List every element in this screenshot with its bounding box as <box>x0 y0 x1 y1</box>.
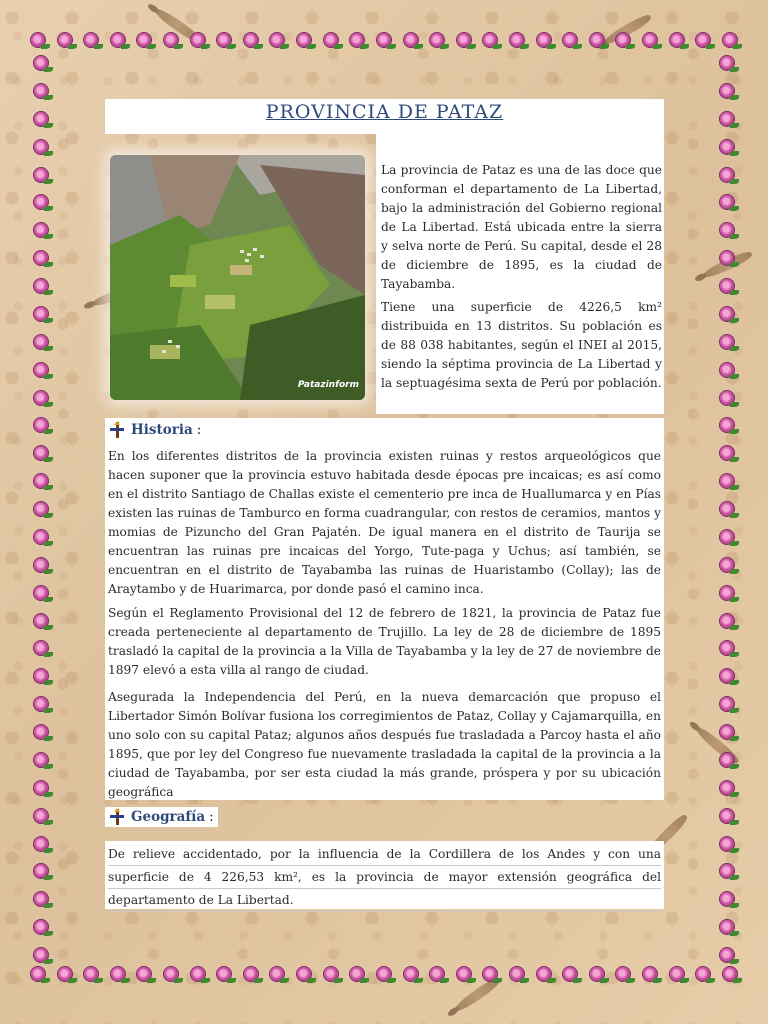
flower-icon <box>81 31 101 51</box>
flower-icon <box>241 965 261 985</box>
flower-icon <box>31 193 51 213</box>
flower-icon <box>31 333 51 353</box>
flower-icon <box>454 965 474 985</box>
flower-icon <box>31 166 51 186</box>
flower-icon <box>214 31 234 51</box>
flower-icon <box>717 500 737 520</box>
pataz-valley-photo <box>110 155 365 400</box>
flower-icon <box>480 31 500 51</box>
flower-icon <box>31 82 51 102</box>
flower-icon <box>31 779 51 799</box>
flower-icon <box>28 965 48 985</box>
flower-icon <box>693 965 713 985</box>
flower-icon <box>134 965 154 985</box>
flower-icon <box>717 695 737 715</box>
flower-icon <box>717 667 737 687</box>
flower-icon <box>640 31 660 51</box>
flower-icon <box>31 361 51 381</box>
flower-icon <box>214 965 234 985</box>
flower-icon <box>31 500 51 520</box>
flower-icon <box>188 31 208 51</box>
photo-caption: Patazinform <box>297 380 359 390</box>
flower-icon <box>267 31 287 51</box>
flower-icon <box>717 835 737 855</box>
intro-paragraph-1: La provincia de Pataz es una de las doce que conforman el departamento de La Libertad, bajo la administración del Gobierno regional de La Libertad. Está ubicada entre la sierra y selva norte de Perú. Su capital, desde el 28 de diciembre de 1895, es la ciudad de Tayabamba. <box>381 163 662 291</box>
historia-paragraph-2: Según el Reglamento Provisional del 12 de febrero de 1821, la provincia de Pataz fue creada perteneciente al departamento de Trujillo. La ley de 28 de diciembre de 1895 trasladó la capital de la provincia a la Villa de Tayabamba y la ley de 27 de noviembre de 1897 elevó a esta villa al rango de ciudad. <box>108 606 661 677</box>
flower-icon <box>81 965 101 985</box>
historia-heading <box>105 420 205 440</box>
flower-icon <box>294 965 314 985</box>
flower-icon <box>717 166 737 186</box>
flower-icon <box>31 389 51 409</box>
flower-icon <box>31 305 51 325</box>
flower-icon <box>717 110 737 130</box>
flower-icon <box>267 965 287 985</box>
geografia-heading-text: Geografía <box>131 809 206 825</box>
flower-icon <box>717 54 737 74</box>
flower-icon <box>31 639 51 659</box>
flower-icon <box>31 54 51 74</box>
flower-icon <box>374 965 394 985</box>
flower-icon <box>507 31 527 51</box>
flower-icon <box>31 528 51 548</box>
geografia-line: departamento de La Libertad. <box>108 889 661 912</box>
flower-icon <box>31 556 51 576</box>
flower-border-bottom <box>28 962 740 988</box>
flower-icon <box>454 31 474 51</box>
flower-icon <box>717 444 737 464</box>
flower-border-top <box>28 28 740 54</box>
flower-icon <box>613 965 633 985</box>
flower-icon <box>717 361 737 381</box>
flower-icon <box>161 965 181 985</box>
historia-heading-colon: : <box>196 422 202 438</box>
flower-icon <box>717 277 737 297</box>
flower-icon <box>188 965 208 985</box>
flower-icon <box>534 965 554 985</box>
flower-icon <box>31 249 51 269</box>
flower-icon <box>667 965 687 985</box>
flower-icon <box>294 31 314 51</box>
flower-icon <box>31 138 51 158</box>
flower-icon <box>31 918 51 938</box>
flower-icon <box>161 31 181 51</box>
flower-icon <box>31 890 51 910</box>
flower-icon <box>717 138 737 158</box>
geografia-heading-colon: : <box>209 809 214 825</box>
flower-icon <box>717 751 737 771</box>
geografia-paragraph <box>105 843 664 912</box>
geografia-line: superficie de 4 226,53 km², es la provincia de mayor extensión geográfica del <box>108 866 661 889</box>
flower-icon <box>587 965 607 985</box>
flower-icon <box>640 965 660 985</box>
flower-icon <box>108 31 128 51</box>
flower-icon <box>720 31 740 51</box>
flower-icon <box>321 965 341 985</box>
flower-icon <box>717 556 737 576</box>
flower-icon <box>31 835 51 855</box>
geografia-line: De relieve accidentado, por la influencia de la Cordillera de los Andes y con una <box>108 843 661 866</box>
flower-icon <box>31 110 51 130</box>
flower-icon <box>587 31 607 51</box>
flower-icon <box>717 890 737 910</box>
flower-icon <box>717 193 737 213</box>
flower-icon <box>31 667 51 687</box>
flower-icon <box>401 965 421 985</box>
flower-icon <box>427 31 447 51</box>
flower-icon <box>717 416 737 436</box>
flower-icon <box>55 31 75 51</box>
flower-icon <box>31 472 51 492</box>
flower-icon <box>560 965 580 985</box>
flower-icon <box>717 723 737 743</box>
flower-icon <box>31 723 51 743</box>
flower-icon <box>717 528 737 548</box>
flower-icon <box>480 965 500 985</box>
flower-icon <box>717 305 737 325</box>
flower-icon <box>31 751 51 771</box>
flower-icon <box>31 277 51 297</box>
flower-icon <box>31 612 51 632</box>
flower-icon <box>401 31 421 51</box>
bullet-cross-icon <box>107 421 127 439</box>
flower-icon <box>374 31 394 51</box>
flower-icon <box>31 695 51 715</box>
flower-icon <box>321 31 341 51</box>
historia-paragraph-3: Asegurada la Independencia del Perú, en la nueva demarcación que propuso el Libertador Simón Bolívar fusiona los corregimientos de Pataz, Collay y Cajamarquilla, en uno solo con su capital Pataz; algunos años después fue trasladada a Parcoy hasta el año 1895, que por ley del Congreso fue nuevamente trasladada la capital de la provincia a la ciudad de Tayabamba, por ser esta ciudad la más grande, próspera y por su ubicación geográfica <box>108 690 661 799</box>
flower-icon <box>347 965 367 985</box>
flower-icon <box>717 584 737 604</box>
flower-icon <box>28 31 48 51</box>
flower-icon <box>717 946 737 966</box>
flower-icon <box>560 31 580 51</box>
flower-icon <box>31 584 51 604</box>
historia-paragraph-1: En los diferentes distritos de la provincia existen ruinas y restos arqueológicos que hacen suponer que la provincia estuvo habitada desde épocas pre incaicas; es así como en el distrito Santiago de Challas existe el cementerio pre inca de Huallumarca y en Pías existen las ruinas de Tamburco en forma cuadrangular, con restos de ceramios, mantos y momias de Pizuncho del Gran Pajatén. De igual manera en el distrito de Taurija se encuentran las ruinas pre incaicas del Yorgo, Tute-paga y Uchus; así también, se encuentran en el distrito de Tayabamba las ruinas de Huaristambo (Collay); las de Araytambo y de Huarimarca, por donde pasó el camino inca. <box>108 449 661 596</box>
flower-icon <box>717 221 737 241</box>
page-title: PROVINCIA DE PATAZ <box>265 101 504 123</box>
valley-landscape-image <box>110 155 365 400</box>
flower-icon <box>717 82 737 102</box>
intro-paragraph-2: Tiene una superficie de 4226,5 km² distribuida en 13 distritos. Su población es de 88 038 habitantes, según el INEI al 2015, siendo la séptima provincia de La Libertad y la septuagésima sexta de Perú por población. <box>381 300 662 390</box>
flower-icon <box>717 918 737 938</box>
flower-icon <box>31 862 51 882</box>
historia-heading-text: Historia <box>131 422 193 438</box>
flower-icon <box>55 965 75 985</box>
flower-icon <box>613 31 633 51</box>
flower-icon <box>717 807 737 827</box>
flower-icon <box>717 639 737 659</box>
flower-icon <box>717 472 737 492</box>
flower-border-right <box>714 54 740 966</box>
flower-icon <box>108 965 128 985</box>
flower-icon <box>427 965 447 985</box>
flower-icon <box>507 965 527 985</box>
flower-icon <box>717 779 737 799</box>
flower-icon <box>720 965 740 985</box>
flower-icon <box>347 31 367 51</box>
flower-icon <box>134 31 154 51</box>
flower-icon <box>31 946 51 966</box>
flower-icon <box>717 333 737 353</box>
flower-icon <box>717 862 737 882</box>
flower-icon <box>717 389 737 409</box>
flower-border-left <box>28 54 54 966</box>
flower-icon <box>31 807 51 827</box>
flower-icon <box>717 612 737 632</box>
geografia-heading <box>105 807 218 827</box>
bullet-cross-icon <box>107 808 127 826</box>
flower-icon <box>693 31 713 51</box>
flower-icon <box>31 444 51 464</box>
flower-icon <box>31 416 51 436</box>
flower-icon <box>241 31 261 51</box>
flower-icon <box>534 31 554 51</box>
flower-icon <box>31 221 51 241</box>
flower-icon <box>667 31 687 51</box>
flower-icon <box>717 249 737 269</box>
